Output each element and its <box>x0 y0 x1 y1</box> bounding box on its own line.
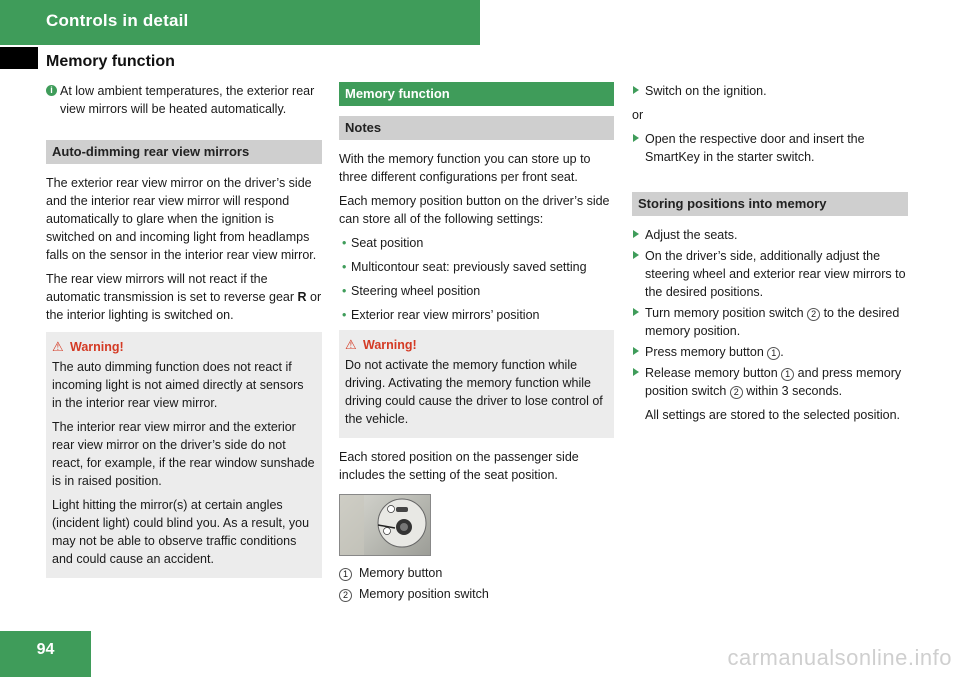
step-text: Open the respective door and insert the SmartKey in the starter switch. <box>645 132 865 164</box>
callout-number: 2 <box>339 589 352 602</box>
list-item: • Exterior rear view mirrors’ position <box>339 306 614 324</box>
callout-number: 1 <box>339 568 352 581</box>
column-1 <box>46 82 322 588</box>
step-arrow-icon <box>633 347 639 355</box>
step-text: within 3 seconds. <box>742 384 843 398</box>
step-list <box>632 82 908 100</box>
warning-title-text: Warning! <box>70 340 124 354</box>
step-text: and press memory position switch <box>645 366 902 398</box>
memory-buttons-illustration <box>340 495 430 555</box>
chapter-title: Controls in detail <box>46 11 189 30</box>
step-item <box>632 304 908 340</box>
step-text: On the driver’s side, additionally adjust the steering wheel and exterior rear view mirrors to the desired positions. <box>645 249 906 299</box>
legend-item <box>339 585 614 603</box>
settings-list <box>339 234 614 324</box>
paragraph: The exterior rear view mirror on the driver’s side and the interior rear view mirror will respond automatically to glare when the ignition is switched on and incoming light from headlamps falls on the sensor in the interior rear view mirror. <box>46 176 317 262</box>
callout-number: 1 <box>781 368 794 381</box>
step-item <box>632 343 908 361</box>
step-text: Release memory button <box>645 366 782 380</box>
info-note-text: At low ambient temperatures, the exterior rear view mirrors will be heated automatically. <box>60 84 315 116</box>
step-arrow-icon <box>633 251 639 259</box>
heading-memory-function: Memory function <box>339 82 614 106</box>
heading-notes: Notes <box>339 116 614 140</box>
callout-number: 2 <box>807 308 820 321</box>
legend-item <box>339 564 614 582</box>
list-item: • Steering wheel position <box>339 282 614 300</box>
callout-number: 1 <box>767 347 780 360</box>
paragraph: With the memory function you can store up to three different configurations per front seat. <box>339 152 591 184</box>
warning-text: The interior rear view mirror and the exterior rear view mirror on the driver’s side do not react, for example, if the rear window sunshade is in raised position. <box>52 420 315 488</box>
warning-triangle-icon: ⚠ <box>345 337 357 352</box>
heading-storing-positions: Storing positions into memory <box>632 192 908 216</box>
step-item <box>632 82 908 100</box>
step-list <box>632 226 908 400</box>
step-arrow-icon <box>633 308 639 316</box>
step-arrow-icon <box>633 368 639 376</box>
step-arrow-icon <box>633 134 639 142</box>
warning-title <box>345 336 608 354</box>
warning-text: The auto dimming function does not react if incoming light is not aimed directly at sensors in the interior rear view mirror. <box>52 360 304 410</box>
legend-label: Memory button <box>358 566 443 580</box>
warning-text: Light hitting the mirror(s) at certain angles (incident light) could blind you. As a result, you may not be able to observe traffic conditions and could cause an accident. <box>52 498 310 566</box>
paragraph-text: The rear view mirrors will not react if the automatic transmission is set to reverse gear <box>46 272 298 304</box>
step-note: All settings are stored to the selected position. <box>645 408 901 422</box>
paragraph <box>46 270 322 324</box>
warning-box <box>46 332 322 578</box>
step-text: Switch on the ignition. <box>645 84 767 98</box>
step-text: Adjust the seats. <box>645 228 738 242</box>
memory-buttons-photo <box>339 494 431 556</box>
list-item: • Multicontour seat: previously saved setting <box>339 258 614 276</box>
step-text: to the desired memory position. <box>645 306 900 338</box>
paragraph: Each stored position on the passenger side includes the setting of the seat position. <box>339 450 579 482</box>
page-number: 94 <box>0 631 91 677</box>
step-item <box>632 130 908 166</box>
column-3 <box>632 82 908 430</box>
warning-text: Do not activate the memory function while driving. Activating the memory function while driving could cause the driver to lose control of the vehicle. <box>345 358 603 426</box>
warning-triangle-icon: ⚠ <box>52 339 64 354</box>
step-text: Press memory button <box>645 345 768 359</box>
step-item <box>632 247 908 301</box>
info-note <box>46 82 322 118</box>
step-text: Turn memory position switch <box>645 306 808 320</box>
step-list <box>632 130 908 166</box>
heading-auto-dimming: Auto-dimming rear view mirrors <box>46 140 322 164</box>
info-icon: i <box>46 85 57 96</box>
warning-title <box>52 338 316 356</box>
gear-letter: R <box>297 290 307 304</box>
list-item: • Seat position <box>339 234 614 252</box>
paragraph-text: or the interior lighting is switched on. <box>46 290 322 322</box>
step-text: . <box>780 345 784 359</box>
step-arrow-icon <box>633 230 639 238</box>
section-marker <box>0 47 38 69</box>
callout-number: 2 <box>730 386 743 399</box>
step-item <box>632 226 908 244</box>
step-arrow-icon <box>633 86 639 94</box>
legend-label: Memory position switch <box>358 587 489 601</box>
column-2 <box>339 82 614 606</box>
paragraph: Each memory position button on the driver’s side can store all of the following settings: <box>339 194 610 226</box>
section-title: Memory function <box>46 53 175 70</box>
step-item <box>632 364 908 400</box>
or-text: or <box>632 108 644 122</box>
warning-box <box>339 330 614 438</box>
warning-title-text: Warning! <box>363 338 417 352</box>
watermark: carmanualsonline.info <box>727 645 952 670</box>
